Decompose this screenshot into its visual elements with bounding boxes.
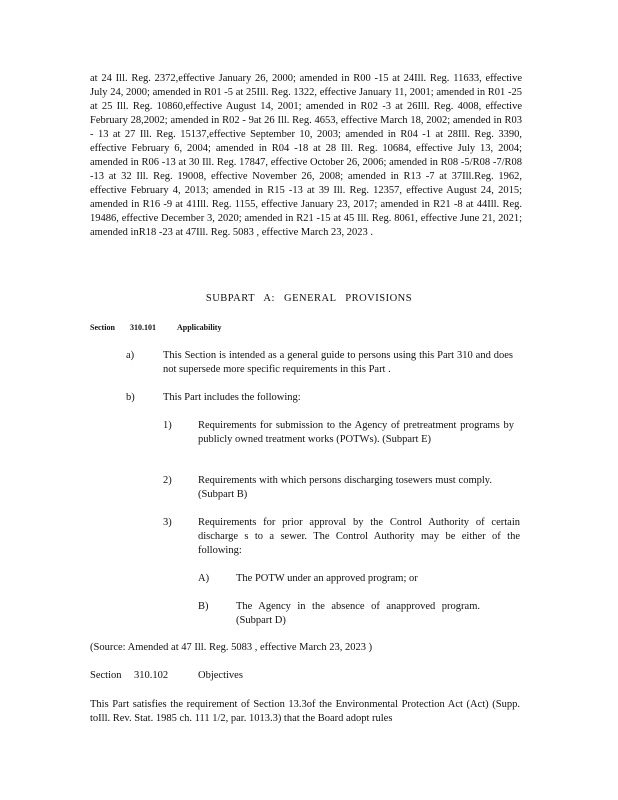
item-label: B): [198, 601, 209, 612]
item-text: Requirements for prior approval by the Control Authority of certain discharge s to a sewer. The Control Authority may be either of the following:: [198, 517, 520, 556]
subpart-heading: SUBPART A: GENERAL PROVISIONS: [205, 293, 413, 304]
source-note: (Source: Amended at 47 Ill. Reg. 5083 , effective March 23, 2023 ): [90, 642, 373, 653]
item-label: 1): [163, 420, 172, 431]
section-title: Objectives: [198, 670, 243, 681]
section-label: Section: [90, 670, 122, 681]
item-label: 2): [163, 475, 172, 486]
item-label: b): [126, 392, 135, 403]
amendment-history-paragraph: at 24 Ill. Reg. 2372,effective January 26, 2000; amended in R00 -15 at 24Ill. Reg. 11633, effective July 24, 2000; amended in R01 -5 at 25Ill. Reg. 1322, effective January 11, 2001; amended in R01 -25 at 25 Ill. Reg. 10860,effective August 14, 2001; amended in R02 -3 at 26Ill. Reg. 4008, effective February 28,2002; amended in R02 - 9at 26 Ill. Reg. 4653, effective March 18, 2002; amended in R03 - 13 at 27 Ill. Reg. 15137,effective September 10, 2003; amended in R04 -1 at 28Ill. Reg. 3390, effective February 6, 2004; amended in R04 -18 at 28 Ill. Reg. 10684, effective July 13, 2004; amended in R06 -13 at 30 Ill. Reg. 17847, effective October 26, 2006; amended in R08 -5/R08 -7/R08 -13 at 32 Ill. Reg. 19008, effective November 26, 2008; amended in R13 -7 at 37Ill.Reg. 1962, effective February 4, 2013; amended in R15 -13 at 39 Ill. Reg. 12357, effective August 24, 2015; amended in R16 -9 at 41Ill. Reg. 1155, effective January 23, 2017; amended in R21 -8 at 44Ill. Reg. 19486, effective December 3, 2020; amended in R21 -15 at 45 Ill. Reg. 8061, effective June 21, 2021; amended inR18 -23 at 47Ill. Reg. 5083 , effective March 23, 2023 .: [90, 73, 522, 238]
section-number: 310.101: [130, 323, 156, 332]
item-label: a): [126, 350, 135, 361]
item-text: The Agency in the absence of anapproved program. (Subpart D): [236, 601, 480, 626]
item-text: Requirements with which persons discharging tosewers must comply. (Subpart B): [198, 475, 492, 500]
section-number: 310.102: [134, 670, 169, 681]
objectives-paragraph: This Part satisfies the requirement of Section 13.3of the Environmental Protection Act (Act) (Supp. toIll. Rev. Stat. 1985 ch. 111 1/2, par. 1013.3) that the Board adopt rules: [90, 699, 520, 724]
item-text: This Section is intended as a general guide to persons using this Part 310 and does not supersede more specific requirements in this Part .: [163, 350, 513, 375]
item-label: 3): [163, 517, 172, 528]
section-title: Applicability: [177, 323, 222, 332]
item-text: Requirements for submission to the Agency of pretreatment programs by publicly owned treatment works (POTWs). (Subpart E): [198, 420, 514, 445]
item-text: The POTW under an approved program; or: [236, 573, 418, 584]
item-text: This Part includes the following:: [163, 392, 301, 403]
section-label: Section: [90, 323, 115, 332]
item-label: A): [198, 573, 210, 584]
